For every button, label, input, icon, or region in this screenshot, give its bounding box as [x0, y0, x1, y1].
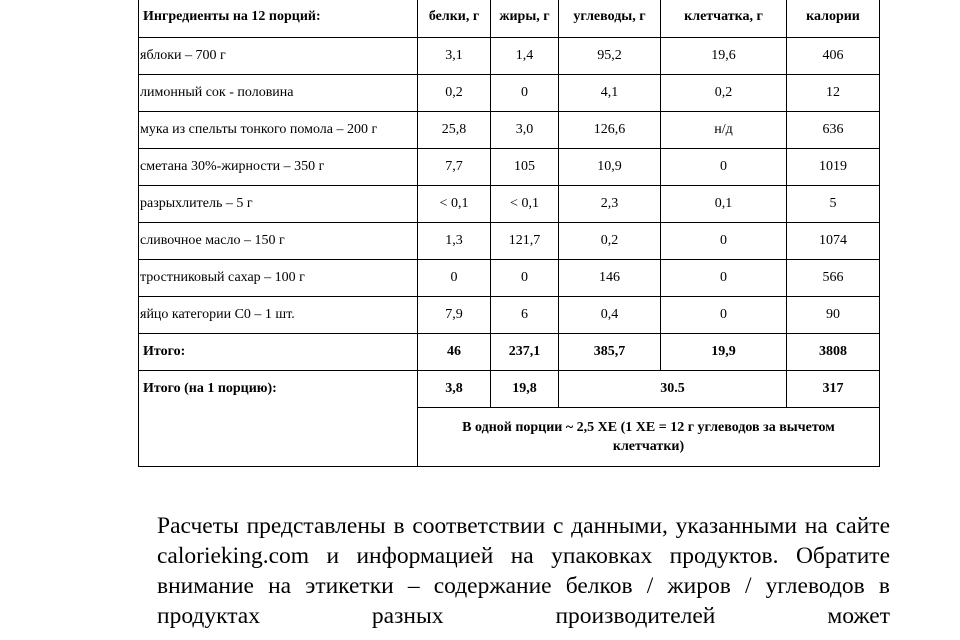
cell-fat: 1,4 [491, 38, 559, 75]
cell-carbs: 126,6 [559, 112, 661, 149]
total-protein: 46 [418, 334, 491, 371]
cell-fat: 105 [491, 149, 559, 186]
per-portion-label: Итого (на 1 порцию): [139, 371, 418, 467]
table-row [139, 149, 880, 186]
cell-protein: 25,8 [418, 112, 491, 149]
header-calories: калории [787, 0, 880, 38]
per-portion-row [139, 371, 880, 408]
cell-carbs: 0,4 [559, 297, 661, 334]
cell-fiber: 0,2 [661, 75, 787, 112]
cell-protein: 0,2 [418, 75, 491, 112]
total-label: Итого: [139, 334, 418, 371]
cell-fat: 0 [491, 75, 559, 112]
cell-fiber: 19,6 [661, 38, 787, 75]
cell-calories: 5 [787, 186, 880, 223]
cell-calories: 1074 [787, 223, 880, 260]
cell-fat: 0 [491, 260, 559, 297]
cell-carbs: 2,3 [559, 186, 661, 223]
cell-fiber: 0 [661, 223, 787, 260]
table-body [139, 0, 880, 467]
per-portion-calories: 317 [787, 371, 880, 408]
total-fat: 237,1 [491, 334, 559, 371]
cell-fiber: 0 [661, 260, 787, 297]
cell-ingredient: яблоки – 700 г [139, 38, 418, 75]
cell-fiber: 0,1 [661, 186, 787, 223]
cell-protein: 3,1 [418, 38, 491, 75]
cell-fiber: 0 [661, 297, 787, 334]
cell-fat: 6 [491, 297, 559, 334]
per-portion-fat: 19,8 [491, 371, 559, 408]
per-portion-net-carbs: 30.5 [559, 371, 787, 408]
cell-carbs: 0,2 [559, 223, 661, 260]
cell-fiber: н/д [661, 112, 787, 149]
cell-protein: < 0,1 [418, 186, 491, 223]
cell-calories: 636 [787, 112, 880, 149]
cell-fat: < 0,1 [491, 186, 559, 223]
header-ingredients: Ингредиенты на 12 порций: [139, 0, 418, 38]
header-protein: белки, г [418, 0, 491, 38]
cell-calories: 566 [787, 260, 880, 297]
cell-carbs: 95,2 [559, 38, 661, 75]
header-fiber: клетчатка, г [661, 0, 787, 38]
total-fiber: 19,9 [661, 334, 787, 371]
cell-calories: 406 [787, 38, 880, 75]
body-paragraph: Расчеты представлены в соответствии с данными, указанными на сайте calorieking.com и информацией на упаковках продуктов. Обратите внимание на этикетки – содержание белков / жиров / углеводов в продуктах разных производителей может [157, 513, 890, 629]
cell-fat: 121,7 [491, 223, 559, 260]
cell-carbs: 4,1 [559, 75, 661, 112]
cell-ingredient: сметана 30%-жирности – 350 г [139, 149, 418, 186]
nutrition-table [138, 0, 880, 467]
cell-protein: 0 [418, 260, 491, 297]
total-calories: 3808 [787, 334, 880, 371]
cell-protein: 1,3 [418, 223, 491, 260]
per-portion-protein: 3,8 [418, 371, 491, 408]
table-row [139, 223, 880, 260]
cell-calories: 12 [787, 75, 880, 112]
table-row [139, 297, 880, 334]
table-header-row [139, 0, 880, 38]
cell-calories: 1019 [787, 149, 880, 186]
xe-note: В одной порции ~ 2,5 ХЕ (1 ХЕ = 12 г углеводов за вычетом клетчатки) [418, 408, 880, 467]
total-row [139, 334, 880, 371]
table-row [139, 186, 880, 223]
cell-ingredient: яйцо категории С0 – 1 шт. [139, 297, 418, 334]
header-fat: жиры, г [491, 0, 559, 38]
table-row [139, 112, 880, 149]
cell-ingredient: мука из спельты тонкого помола – 200 г [139, 112, 418, 149]
cell-fat: 3,0 [491, 112, 559, 149]
cell-calories: 90 [787, 297, 880, 334]
cell-protein: 7,9 [418, 297, 491, 334]
cell-ingredient: тростниковый сахар – 100 г [139, 260, 418, 297]
cell-ingredient: сливочное масло – 150 г [139, 223, 418, 260]
cell-ingredient: лимонный сок - половина [139, 75, 418, 112]
cell-carbs: 146 [559, 260, 661, 297]
header-carbs: углеводы, г [559, 0, 661, 38]
table-row [139, 75, 880, 112]
cell-ingredient: разрыхлитель – 5 г [139, 186, 418, 223]
table-row [139, 38, 880, 75]
table-row [139, 260, 880, 297]
cell-fiber: 0 [661, 149, 787, 186]
cell-carbs: 10,9 [559, 149, 661, 186]
cell-protein: 7,7 [418, 149, 491, 186]
total-carbs: 385,7 [559, 334, 661, 371]
